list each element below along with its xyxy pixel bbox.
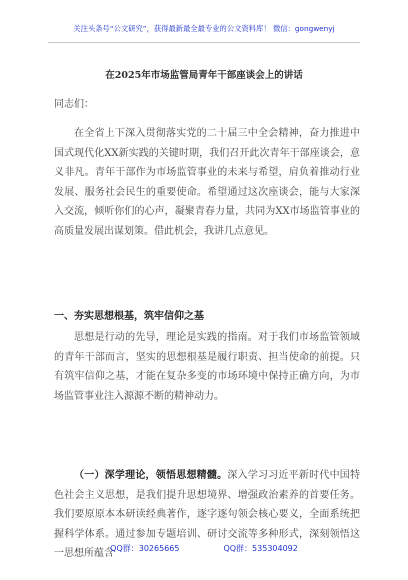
subsection-body: 深入学习习近平新时代中国特色社会主义思想，是我们提升思想境界、增强政治素养的首要任务。我们要原原本本研读经典著作，逐字逐句领会核心要义，全面系统把握科学体系。通过参加专题培训、研讨交流等多种形式，深刻领悟这一思想所蕴含	[54, 470, 361, 560]
footer-qq-group-2: QQ群：535304092	[223, 544, 298, 553]
subsection-heading: （一）深学理论，领悟思想精髓。	[74, 470, 228, 481]
footer-qq-group-1: QQ群：30265665	[110, 544, 180, 553]
section-paragraph: 思想是行动的先导，理论是实践的指南。对于我们市场监管领域的青年干部而言，坚实的思想根基是履行职责、担当使命的前提。只有筑牢信仰之基，才能在复杂多变的市场环境中保持正确方向，为市场监管事业注入源源不断的精神动力。	[54, 332, 360, 402]
footer	[0, 543, 408, 554]
salutation: 同志们：	[54, 99, 94, 110]
intro-paragraph: 在全省上下深入贯彻落实党的二十届三中全会精神，奋力推进中国式现代化XX新实践的关键时期，我们召开此次青年干部座谈会，意义非凡。青年干部作为市场监管事业的未来与希望，肩负着推动行业发展、服务社会民生的重要使命。希望通过这次座谈会，能与大家深入交流，倾听你们的心声，凝聚青春力量，共同为XX市场监管事业的高质量发展出谋划策。借此机会，我讲几点意见。	[54, 128, 360, 237]
section-heading: 一、夯实思想根基，筑牢信仰之基	[54, 311, 204, 322]
document-title: 在2025年市场监管局青年干部座谈会上的讲话	[105, 70, 303, 81]
header-banner: 关注头条号“公文研究”，获得最新最全最专业的公文资料库！ 微信：gongwenyj	[73, 24, 335, 33]
header-divider	[48, 42, 360, 43]
